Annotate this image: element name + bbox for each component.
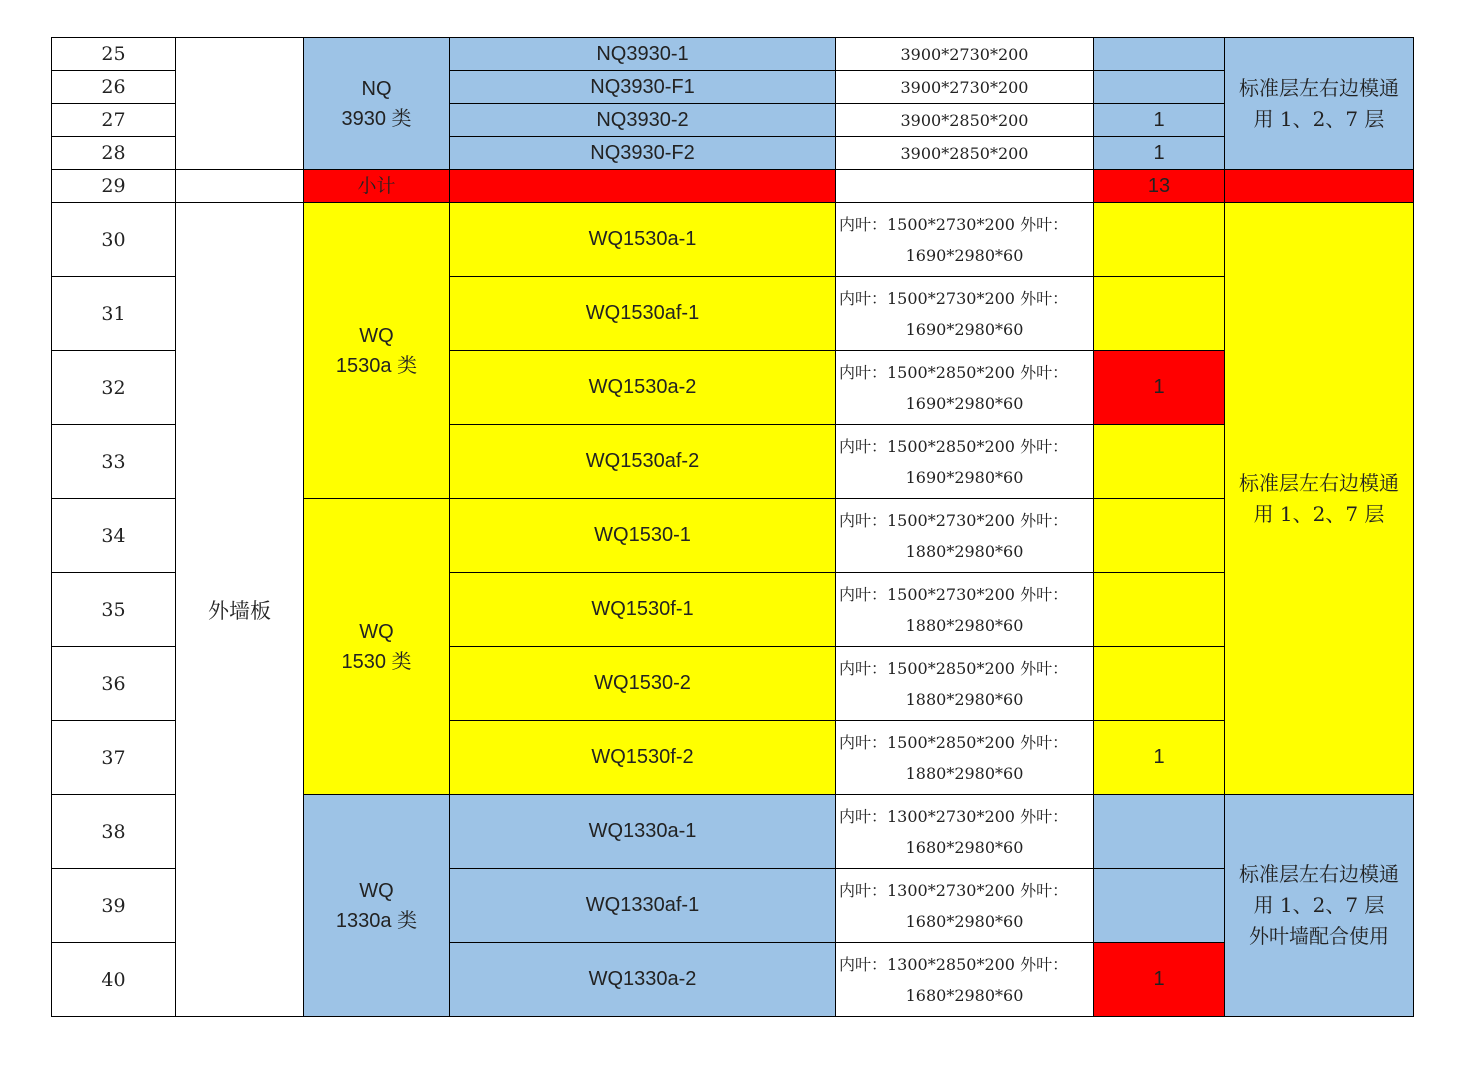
component-code: WQ1530a-2 — [450, 351, 836, 425]
component-size — [836, 943, 1094, 1017]
component-table — [51, 37, 1414, 1017]
row-number: 35 — [52, 573, 176, 647]
size-line: 1680*2980*60 — [905, 985, 1024, 1005]
table-row — [52, 38, 1414, 71]
quantity-cell — [1094, 71, 1225, 104]
category-wq1330a — [304, 795, 450, 1017]
row-number: 37 — [52, 721, 176, 795]
row-number: 31 — [52, 277, 176, 351]
group-outer-wall: 外墙板 — [176, 203, 304, 1017]
component-code: WQ1330af-1 — [450, 869, 836, 943]
component-code: WQ1530f-1 — [450, 573, 836, 647]
quantity-cell — [1094, 869, 1225, 943]
category-line: NQ — [361, 77, 392, 100]
row-number: 33 — [52, 425, 176, 499]
row-number: 36 — [52, 647, 176, 721]
note-wq1530 — [1225, 203, 1414, 795]
subtotal-note-empty — [1225, 170, 1414, 203]
component-size — [836, 647, 1094, 721]
size-line: 1880*2980*60 — [905, 541, 1024, 561]
component-code: WQ1330a-2 — [450, 943, 836, 1017]
note-line: 用 1、2、7 层 — [1253, 106, 1385, 131]
size-line: 1880*2980*60 — [905, 763, 1024, 783]
component-size: 3900*2730*200 — [836, 38, 1094, 71]
quantity-cell-highlight: 1 — [1094, 943, 1225, 1017]
note-nq — [1225, 38, 1414, 170]
quantity-cell: 1 — [1094, 721, 1225, 795]
row-number: 30 — [52, 203, 176, 277]
size-line: 内叶：1500*2850*200 外叶： — [839, 362, 1069, 382]
category-line: WQ — [359, 324, 394, 347]
row-number: 27 — [52, 104, 176, 137]
size-line: 内叶：1300*2730*200 外叶： — [839, 880, 1069, 900]
subtotal-code-empty — [450, 170, 836, 203]
quantity-cell — [1094, 277, 1225, 351]
group-cell-empty — [176, 38, 304, 170]
row-number: 32 — [52, 351, 176, 425]
component-size — [836, 351, 1094, 425]
component-code: WQ1530f-2 — [450, 721, 836, 795]
component-code: NQ3930-1 — [450, 38, 836, 71]
note-line: 标准层左右边模通 — [1239, 862, 1399, 886]
category-line: WQ — [359, 879, 394, 902]
size-line: 内叶：1500*2850*200 外叶： — [839, 436, 1069, 456]
component-size — [836, 203, 1094, 277]
note-line: 用 1、2、7 层 — [1253, 893, 1385, 917]
component-size — [836, 721, 1094, 795]
row-number: 34 — [52, 499, 176, 573]
size-line: 内叶：1500*2850*200 外叶： — [839, 658, 1069, 678]
component-size — [836, 499, 1094, 573]
quantity-cell — [1094, 499, 1225, 573]
size-line: 1680*2980*60 — [905, 837, 1024, 857]
subtotal-row — [52, 170, 1414, 203]
quantity-cell — [1094, 795, 1225, 869]
row-number: 28 — [52, 137, 176, 170]
row-number: 29 — [52, 170, 176, 203]
size-line: 内叶：1500*2730*200 外叶： — [839, 510, 1069, 530]
component-code: WQ1530af-2 — [450, 425, 836, 499]
size-line: 1690*2980*60 — [905, 393, 1024, 413]
subtotal-label: 小计 — [304, 170, 450, 203]
component-code: WQ1330a-1 — [450, 795, 836, 869]
component-code: NQ3930-F2 — [450, 137, 836, 170]
size-line: 内叶：1500*2850*200 外叶： — [839, 732, 1069, 752]
category-line: 3930 类 — [341, 107, 412, 130]
row-number: 39 — [52, 869, 176, 943]
quantity-cell: 1 — [1094, 137, 1225, 170]
component-size — [836, 795, 1094, 869]
row-number: 26 — [52, 71, 176, 104]
component-size: 3900*2730*200 — [836, 71, 1094, 104]
size-line: 1690*2980*60 — [905, 319, 1024, 339]
note-line: 标准层左右边模通 — [1239, 75, 1399, 100]
quantity-cell — [1094, 573, 1225, 647]
group-cell-empty — [176, 170, 304, 203]
quantity-cell-highlight: 1 — [1094, 351, 1225, 425]
component-size — [836, 573, 1094, 647]
category-line: WQ — [359, 620, 394, 643]
note-line: 用 1、2、7 层 — [1253, 501, 1385, 526]
category-line: 1530a 类 — [335, 354, 418, 377]
note-line: 外叶墙配合使用 — [1249, 924, 1389, 948]
note-wq1330 — [1225, 795, 1414, 1017]
component-code: WQ1530a-1 — [450, 203, 836, 277]
quantity-cell — [1094, 647, 1225, 721]
subtotal-size-empty — [836, 170, 1094, 203]
note-line: 标准层左右边模通 — [1239, 470, 1399, 495]
component-size: 3900*2850*200 — [836, 104, 1094, 137]
table-row — [52, 203, 1414, 277]
component-code: NQ3930-F1 — [450, 71, 836, 104]
component-code: WQ1530-2 — [450, 647, 836, 721]
row-number: 25 — [52, 38, 176, 71]
size-line: 1880*2980*60 — [905, 615, 1024, 635]
quantity-cell: 1 — [1094, 104, 1225, 137]
category-line: 1330a 类 — [335, 909, 418, 932]
quantity-cell — [1094, 425, 1225, 499]
component-code: WQ1530-1 — [450, 499, 836, 573]
size-line: 1880*2980*60 — [905, 689, 1024, 709]
category-line: 1530 类 — [341, 650, 412, 673]
component-size: 3900*2850*200 — [836, 137, 1094, 170]
component-code: NQ3930-2 — [450, 104, 836, 137]
quantity-cell — [1094, 203, 1225, 277]
subtotal-qty: 13 — [1094, 170, 1225, 203]
category-wq1530 — [304, 499, 450, 795]
size-line: 内叶：1500*2730*200 外叶： — [839, 584, 1069, 604]
component-size — [836, 425, 1094, 499]
size-line: 内叶：1500*2730*200 外叶： — [839, 288, 1069, 308]
size-line: 1690*2980*60 — [905, 245, 1024, 265]
component-size — [836, 277, 1094, 351]
size-line: 内叶：1300*2850*200 外叶： — [839, 954, 1069, 974]
size-line: 1680*2980*60 — [905, 911, 1024, 931]
row-number: 40 — [52, 943, 176, 1017]
size-line: 1690*2980*60 — [905, 467, 1024, 487]
size-line: 内叶：1500*2730*200 外叶： — [839, 214, 1069, 234]
size-line: 内叶：1300*2730*200 外叶： — [839, 806, 1069, 826]
component-code: WQ1530af-1 — [450, 277, 836, 351]
row-number: 38 — [52, 795, 176, 869]
category-nq3930 — [304, 38, 450, 170]
quantity-cell — [1094, 38, 1225, 71]
component-size — [836, 869, 1094, 943]
category-wq1530a — [304, 203, 450, 499]
